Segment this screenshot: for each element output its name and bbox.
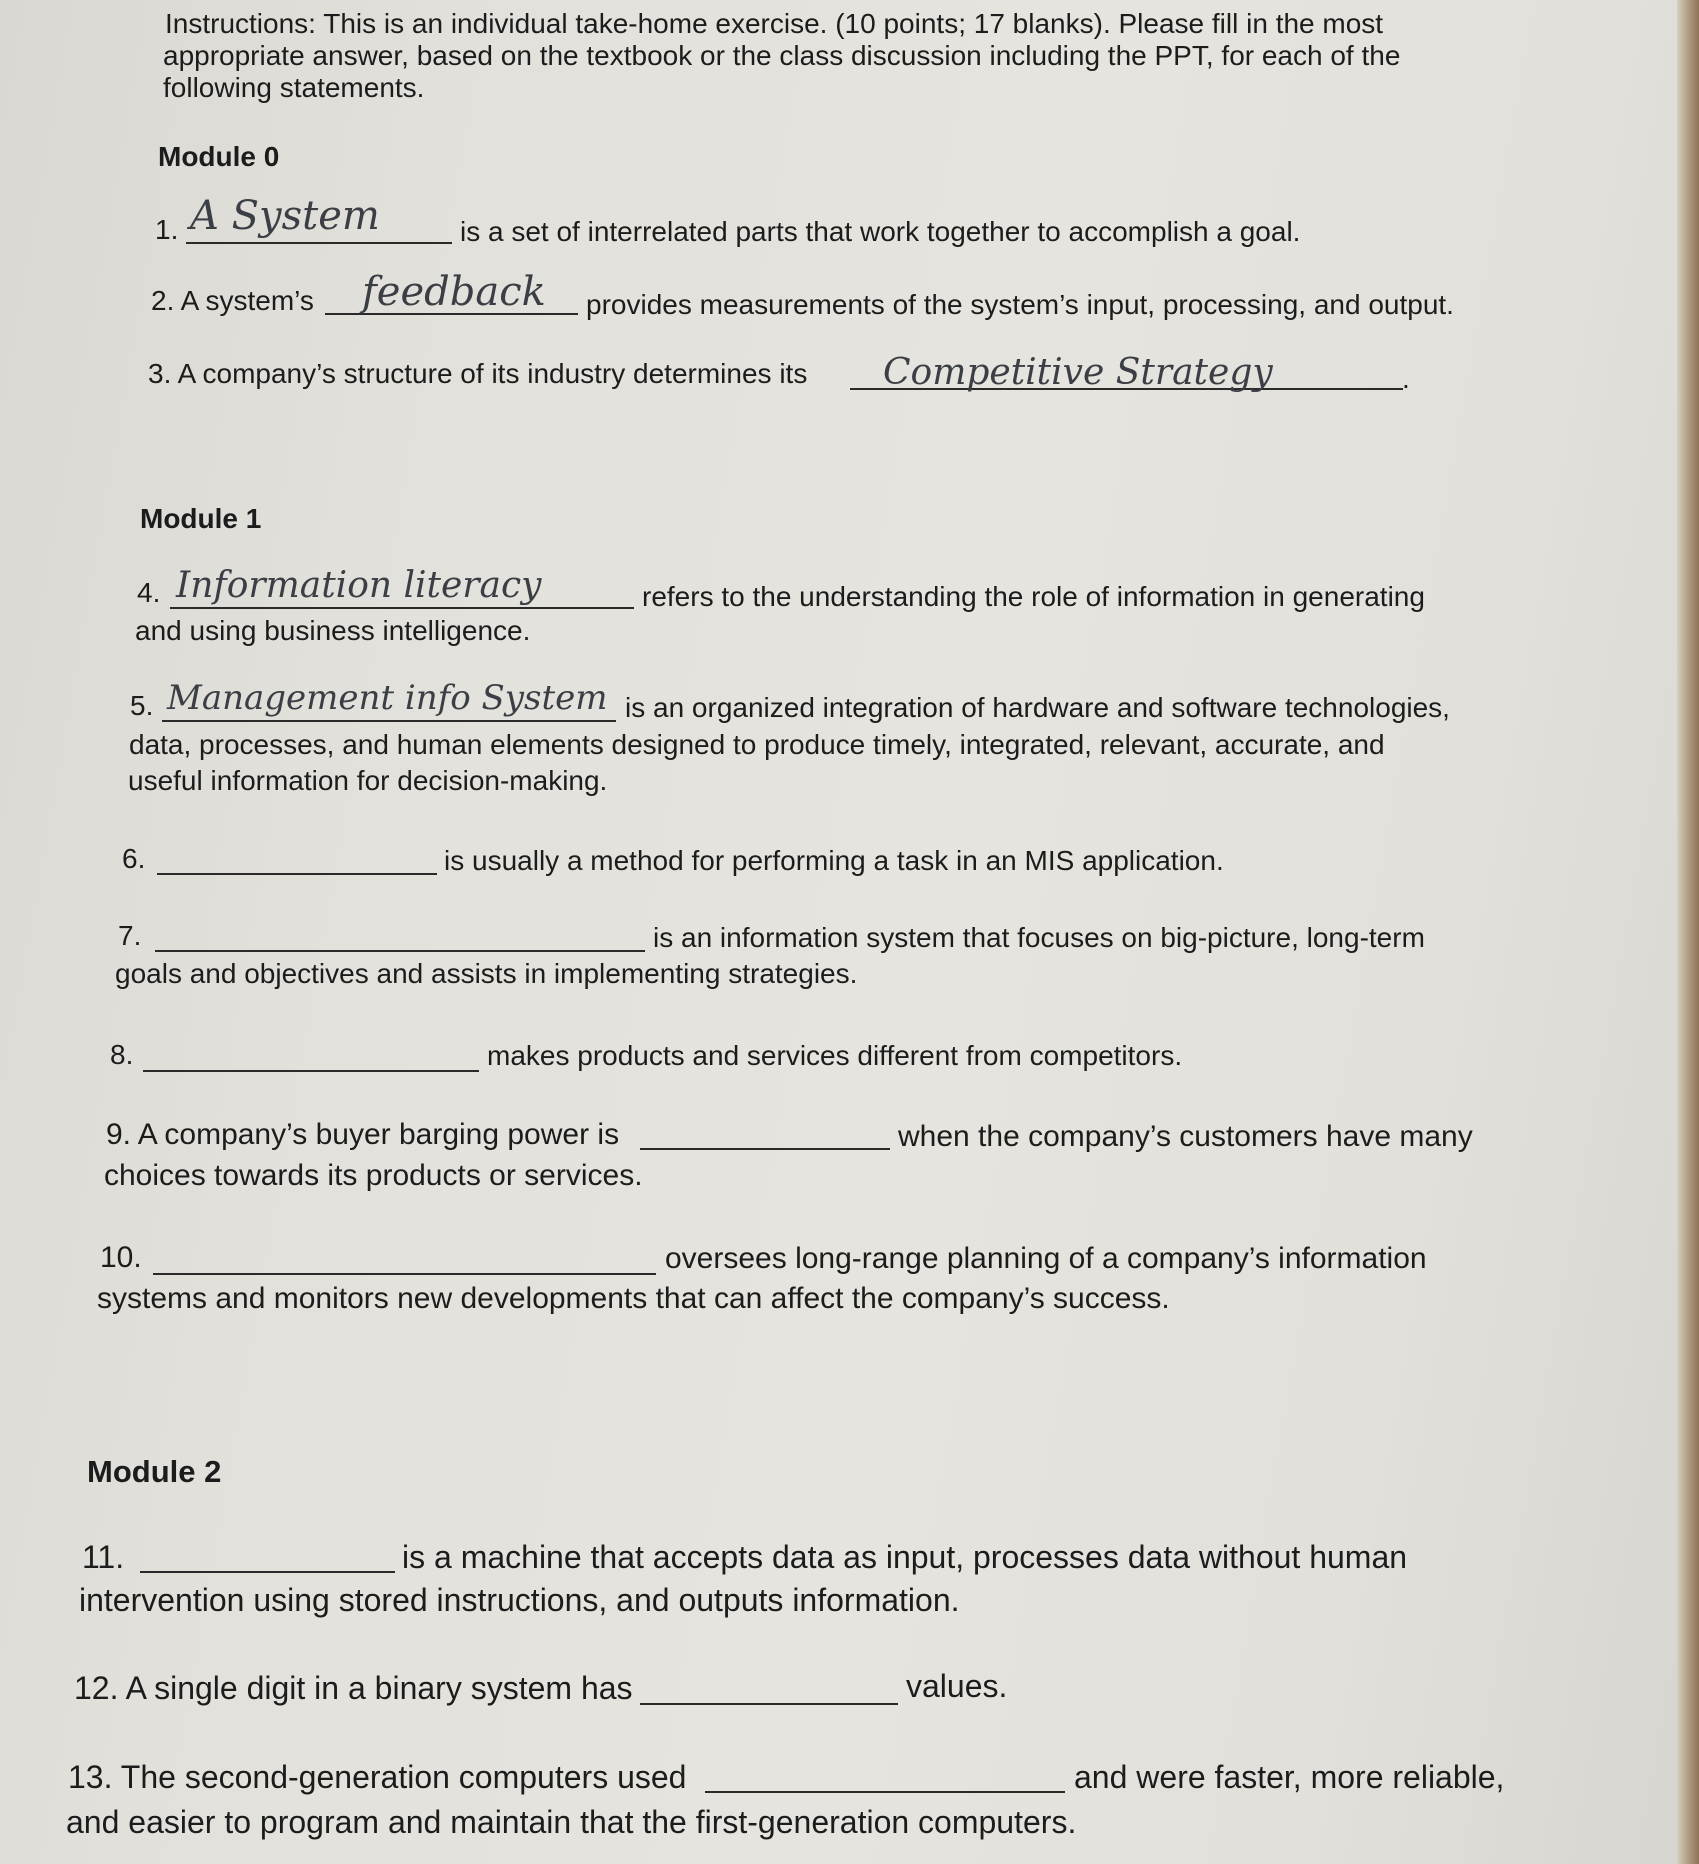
q10-number: 10.: [100, 1241, 142, 1274]
q3-prefix: 3. A company’s structure of its industry determines its: [148, 358, 808, 389]
q4-number: 4.: [137, 577, 161, 608]
q9-line-2: choices towards its products or services.: [104, 1159, 643, 1192]
q2-suffix: provides measurements of the system’s input, processing, and output.: [586, 289, 1454, 320]
instructions-line-3: following statements.: [163, 72, 425, 103]
q7-text: is an information system that focuses on big-picture, long-term: [653, 922, 1425, 953]
q11-number: 11.: [82, 1539, 125, 1575]
q7-number: 7.: [118, 920, 142, 951]
q5-line-2: data, processes, and human elements designed to produce timely, integrated, relevant, accurate, and: [129, 729, 1385, 760]
q8-blank[interactable]: [143, 1070, 479, 1072]
q2-prefix: 2. A system’s: [151, 285, 314, 316]
q12-prefix: 12. A single digit in a binary system has: [74, 1670, 633, 1706]
page-edge: [1677, 0, 1699, 1864]
q7-line-2: goals and objectives and assists in implementing strategies.: [115, 958, 858, 989]
q11-line-2: intervention using stored instructions, and outputs information.: [79, 1582, 960, 1618]
q6-number: 6.: [122, 843, 146, 874]
q10-line-2: systems and monitors new developments that can affect the company’s success.: [97, 1282, 1170, 1315]
q5-number: 5.: [130, 690, 154, 721]
q5-line-3: useful information for decision-making.: [128, 765, 608, 796]
q5-answer: Management info System: [167, 678, 608, 718]
q9-suffix: when the company’s customers have many: [898, 1120, 1473, 1153]
q13-prefix: 13. The second-generation computers used: [68, 1759, 687, 1795]
q1-text: is a set of interrelated parts that work together to accomplish a goal.: [460, 216, 1301, 247]
q6-blank[interactable]: [157, 873, 437, 875]
q5-text: is an organized integration of hardware and software technologies,: [625, 692, 1450, 723]
q8-text: makes products and services different from competitors.: [487, 1040, 1183, 1071]
q13-suffix: and were faster, more reliable,: [1074, 1759, 1505, 1795]
q3-period: .: [1402, 363, 1410, 394]
q7-blank[interactable]: [155, 950, 645, 952]
q6-text: is usually a method for performing a task in an MIS application.: [444, 845, 1224, 876]
q11-blank[interactable]: [140, 1571, 395, 1573]
q10-blank[interactable]: [153, 1273, 656, 1275]
q13-line-2: and easier to program and maintain that the first-generation computers.: [66, 1804, 1077, 1840]
module-1-heading: Module 1: [140, 503, 262, 534]
q2-answer: feedback: [362, 269, 546, 315]
instructions-line-1: Instructions: This is an individual take-home exercise. (10 points; 17 blanks). Please fill in the most: [165, 8, 1384, 39]
q11-text: is a machine that accepts data as input, processes data without human: [402, 1539, 1408, 1575]
instructions-line-2: appropriate answer, based on the textbook or the class discussion including the PPT, for each of the: [163, 40, 1401, 71]
q4-text: refers to the understanding the role of information in generating: [642, 581, 1425, 612]
q5-blank[interactable]: [162, 720, 616, 722]
q1-number: 1.: [155, 214, 179, 245]
q12-blank[interactable]: [640, 1703, 898, 1705]
q9-blank[interactable]: [640, 1148, 890, 1150]
module-0-heading: Module 0: [158, 141, 280, 172]
q10-text: oversees long-range planning of a company’s information: [665, 1242, 1427, 1275]
q3-answer: Competitive Strategy: [883, 352, 1273, 393]
q1-blank[interactable]: [186, 242, 452, 244]
q9-prefix: 9. A company’s buyer barging power is: [106, 1118, 620, 1151]
module-2-heading: Module 2: [87, 1454, 222, 1489]
q1-answer: A System: [190, 193, 380, 239]
q13-blank[interactable]: [705, 1791, 1065, 1793]
q8-number: 8.: [110, 1039, 134, 1070]
q12-suffix: values.: [906, 1668, 1008, 1704]
q4-blank[interactable]: [170, 607, 634, 609]
q4-line-2: and using business intelligence.: [135, 615, 531, 646]
q4-answer: Information literacy: [176, 565, 542, 606]
